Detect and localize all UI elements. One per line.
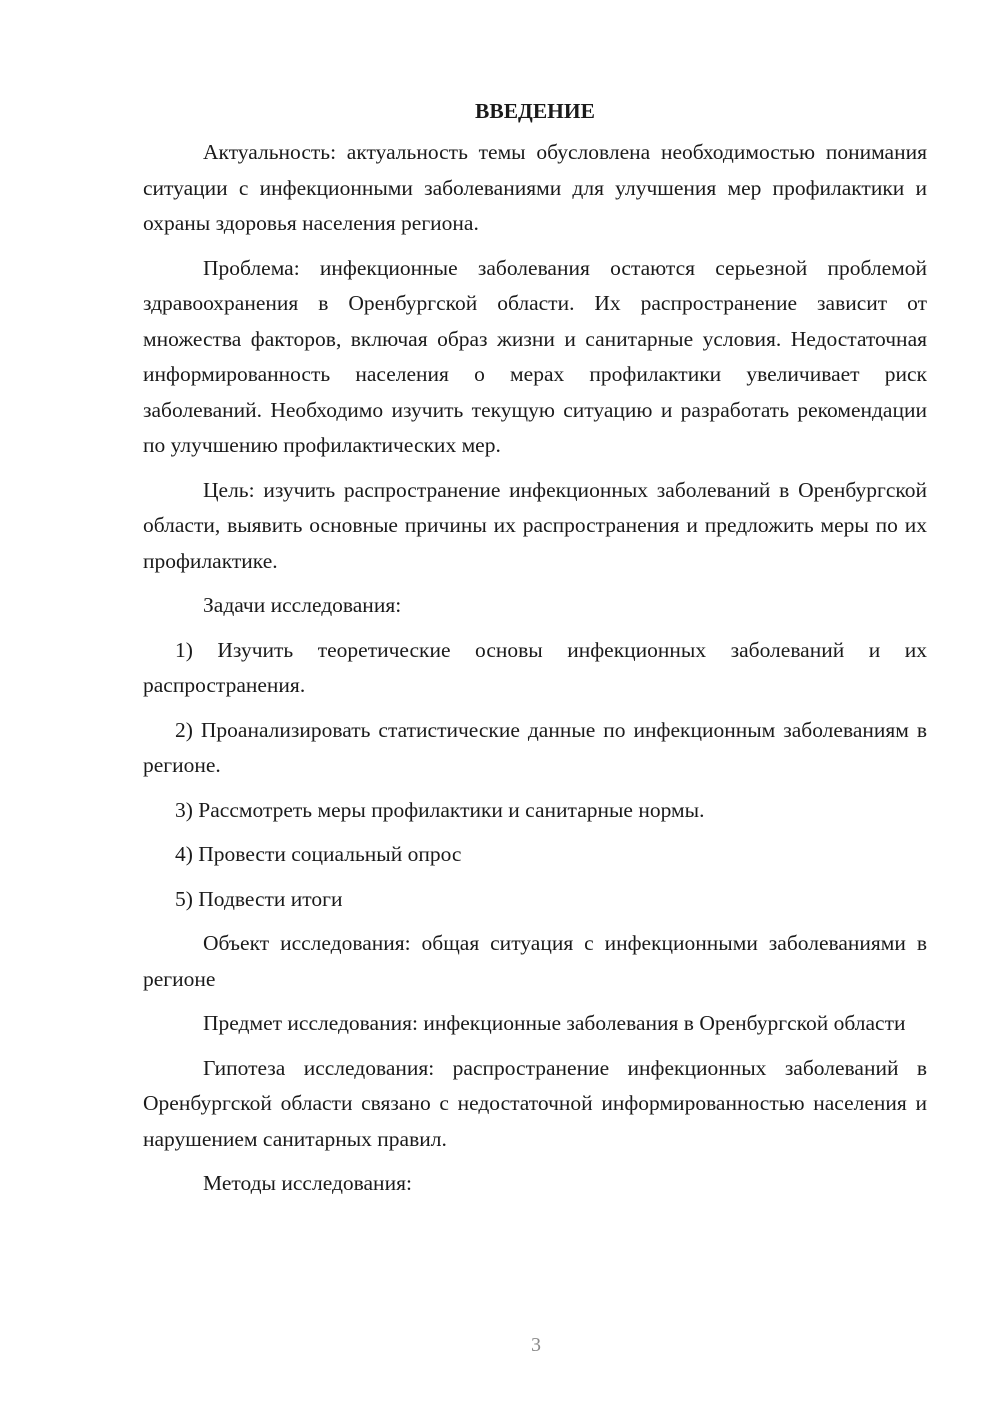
paragraph-relevance: Актуальность: актуальность темы обусловлена необходимостью понимания ситуации с инфекционными заболеваниями для улучшения мер профилактики и охраны здоровья населения региона. bbox=[143, 140, 927, 235]
paragraph-subject: Предмет исследования: инфекционные заболевания в Оренбургской области bbox=[203, 1011, 906, 1035]
paragraph-problem: Проблема: инфекционные заболевания остаются серьезной проблемой здравоохранения в Оренбургской области. Их распространение зависит от множества факторов, включая образ жизни и санитарные условия. Недостаточная информированность населения о мерах профилактики увеличивает риск заболеваний. Необходимо изучить текущую ситуацию и разработать рекомендации по улучшению профилактических мер. bbox=[143, 255, 927, 457]
document-body bbox=[143, 96, 927, 1211]
page-number: 3 bbox=[531, 1334, 541, 1356]
task-item-2: 2) Проанализировать статистические данные по инфекционным заболеваниям в регионе. bbox=[143, 717, 927, 777]
tasks-heading: Задачи исследования: bbox=[203, 593, 402, 617]
paragraph-hypothesis: Гипотеза исследования: распространение инфекционных заболеваний в Оренбургской области связано с недостаточной информированностью населения и нарушением санитарных правил. bbox=[143, 1055, 927, 1151]
paragraph-object: Объект исследования: общая ситуация с инфекционными заболеваниями в регионе bbox=[143, 931, 927, 991]
section-title: ВВЕДЕНИЕ bbox=[475, 99, 595, 123]
task-item-3: 3) Рассмотреть меры профилактики и санитарные нормы. bbox=[175, 797, 705, 822]
task-item-1: 1) Изучить теоретические основы инфекционных заболеваний и их распространения. bbox=[143, 637, 927, 697]
task-item-5: 5) Подвести итоги bbox=[175, 886, 343, 911]
methods-heading: Методы исследования: bbox=[203, 1171, 412, 1195]
paragraph-goal: Цель: изучить распространение инфекционных заболеваний в Оренбургской области, выявить основные причины их распространения и предложить меры по их профилактике. bbox=[143, 477, 927, 573]
task-item-4: 4) Провести социальный опрос bbox=[175, 842, 462, 866]
